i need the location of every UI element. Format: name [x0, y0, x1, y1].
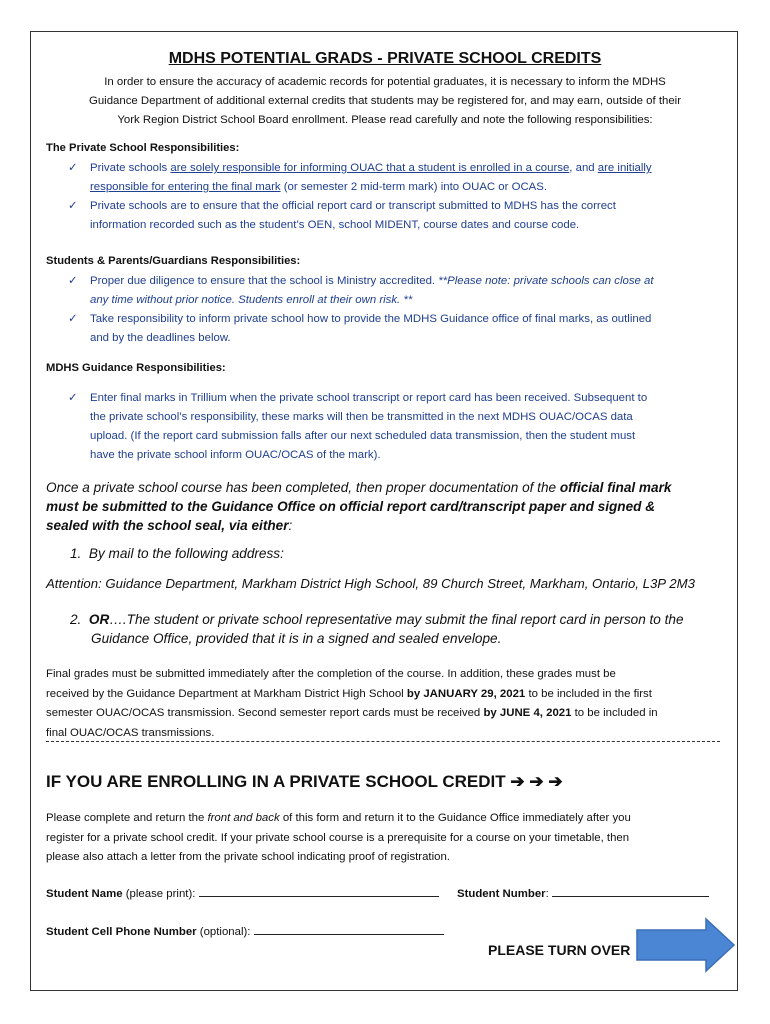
student-number-field[interactable]: Student Number:	[457, 885, 709, 900]
mailing-address: Attention: Guidance Department, Markham District High School, 89 Church Street, Markham, Ontario, L3P 2M3	[46, 576, 695, 591]
checkmark-icon: ✓	[68, 162, 78, 174]
option-2: 2. OR….The student or private school representative may submit the final report card in person to the Guidance Office, provided that it is in a signed and sealed envelope.	[70, 612, 684, 646]
cell-phone-line[interactable]	[254, 923, 444, 935]
option-1	[70, 544, 760, 563]
private-school-heading: The Private School Responsibilities:	[46, 142, 240, 154]
checkmark-icon: ✓	[68, 275, 78, 287]
students-item-2-text: Take responsibility to inform private school how to provide the MDHS Guidance office of final marks, as outlined and by the deadlines below.	[90, 313, 652, 344]
student-number-label: Student Number	[457, 888, 546, 900]
option-text: By mail to the following address:	[88, 546, 284, 561]
intro-line: In order to ensure the accuracy of academic records for potential graduates, it is necessary to inform the MDHS	[104, 76, 666, 88]
cell-phone-field[interactable]: Student Cell Phone Number (optional):	[46, 923, 444, 938]
intro-paragraph	[50, 73, 720, 130]
private-item-2-text: Private schools are to ensure that the official report card or transcript submitted to MDHS has the correct information recorded such as the student’s OEN, school MIDENT, course dates and course code.	[90, 200, 616, 231]
enroll-paragraph: Please complete and return the front and back of this form and return it to the Guidance Office immediately after you register for a private school credit. If your private school course is a prerequisite for a course on your timetable, then please also attach a letter from the private school indicating proof of registration.	[46, 812, 631, 863]
cell-phone-label: Student Cell Phone Number	[46, 926, 197, 938]
dashed-divider	[46, 741, 720, 742]
guidance-item-1-text: Enter final marks in Trillium when the private school transcript or report card has been received. Subsequent to the private school’s responsibility, these marks will then be transmitted in the next MDHS OUAC/OCAS data upload. (If the report card submission falls after our next scheduled data transmission, then the student must have the private school inform OUAC/OCAS of the mark).	[90, 392, 648, 461]
private-item-1	[68, 159, 728, 197]
students-item-1-text: Proper due diligence to ensure that the school is Ministry accredited. **Please note: private schools can close at any time without prior notice. Students enroll at their own risk. **	[90, 275, 654, 306]
checkmark-icon: ✓	[68, 392, 78, 404]
checkmark-icon: ✓	[68, 313, 78, 325]
option-number: 2.	[70, 612, 82, 627]
enrolling-heading: IF YOU ARE ENROLLING IN A PRIVATE SCHOOL CREDIT ➔ ➔ ➔	[46, 772, 563, 791]
student-name-label: Student Name	[46, 888, 123, 900]
student-name-field[interactable]: Student Name (please print):	[46, 885, 439, 900]
students-item-1	[68, 272, 728, 310]
please-turn-over: PLEASE TURN OVER	[488, 942, 631, 958]
intro-line: Guidance Department of additional external credits that students may be registered for, and may earn, outside of their	[88, 95, 681, 107]
intro-line: York Region District School Board enrollment. Please read carefully and note the following responsibilities:	[117, 114, 653, 126]
submission-notice: Once a private school course has been completed, then proper documentation of the official final mark must be submitted to the Guidance Office on official report card/transcript paper and signed & sealed with the school seal, via either:	[46, 480, 672, 533]
students-item-2	[68, 310, 728, 348]
students-heading: Students & Parents/Guardians Responsibilities:	[46, 255, 301, 267]
page-title: MDHS POTENTIAL GRADS - PRIVATE SCHOOL CREDITS	[168, 50, 602, 67]
guidance-item-1	[68, 389, 728, 465]
guidance-heading: MDHS Guidance Responsibilities:	[46, 362, 226, 374]
student-number-line[interactable]	[552, 885, 709, 897]
private-item-1-text: Private schools are solely responsible for informing OUAC that a student is enrolled in a course, and are initially responsible for entering the final mark (or semester 2 mid-term mark) into OUAC or OCAS.	[90, 162, 652, 193]
student-name-line[interactable]	[199, 885, 439, 897]
private-item-2	[68, 197, 728, 235]
checkmark-icon: ✓	[68, 200, 78, 212]
right-arrow-icon	[636, 917, 736, 973]
deadline-paragraph: Final grades must be submitted immediately after the completion of the course. In addition, these grades must be received by the Guidance Department at Markham District High School by JANUARY 29, 2021 to be included in the first semester OUAC/OCAS transmission. Second semester report cards must be received by JUNE 4, 2021 to be included in final OUAC/OCAS transmissions.	[46, 668, 658, 739]
option-number: 1.	[70, 546, 82, 561]
